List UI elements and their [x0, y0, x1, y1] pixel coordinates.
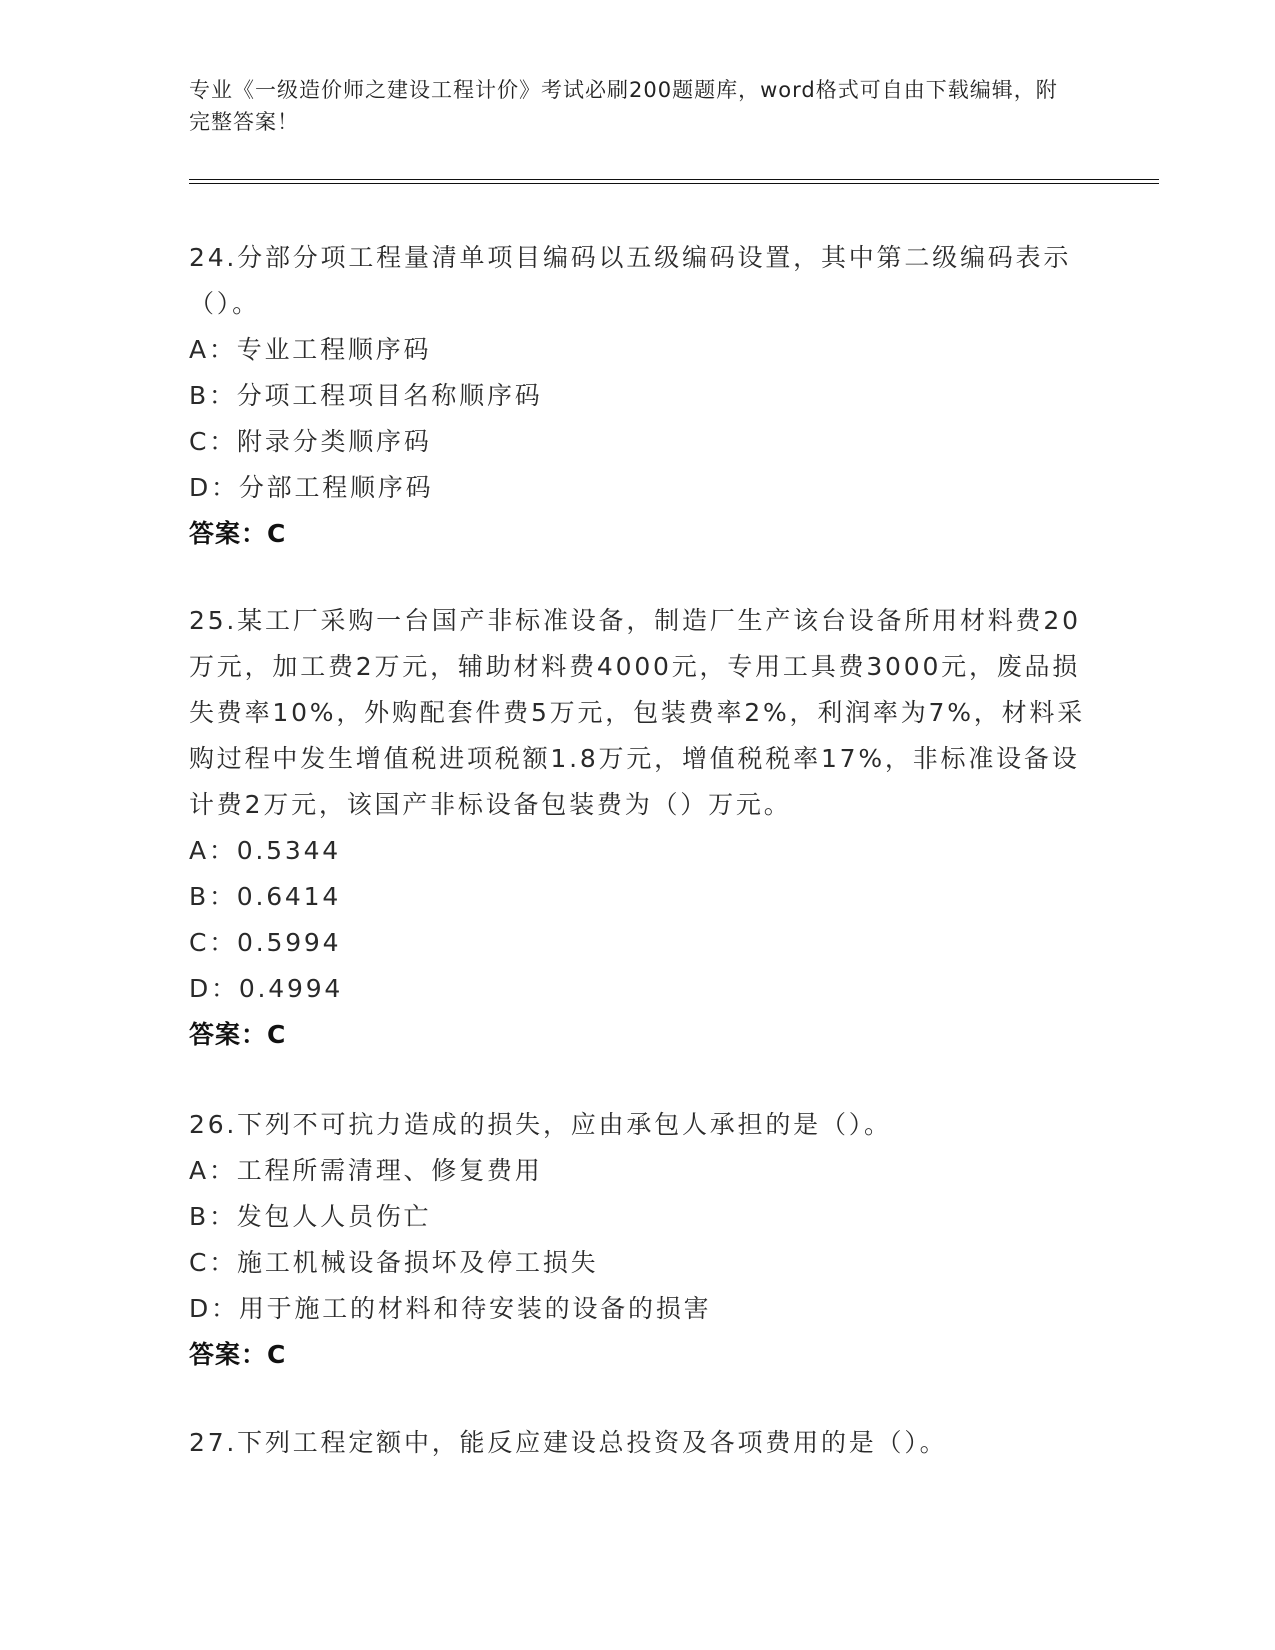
header-divider-top	[189, 179, 1159, 180]
answer: 答案：C	[189, 519, 287, 548]
header-divider-bottom	[189, 183, 1159, 184]
option-c: C：附录分类顺序码	[189, 427, 432, 456]
option-a: A：0.5344	[189, 836, 341, 865]
option-c: C：0.5994	[189, 928, 342, 957]
question-26	[189, 1102, 1099, 1378]
option-a: A：工程所需清理、修复费用	[189, 1156, 543, 1185]
question-27	[189, 1420, 1099, 1466]
option-b: B：发包人人员伤亡	[189, 1202, 432, 1231]
option-b: B：分项工程项目名称顺序码	[189, 381, 543, 410]
option-d: D：用于施工的材料和待安装的设备的损害	[189, 1294, 712, 1323]
option-d: D：分部工程顺序码	[189, 473, 434, 502]
question-stem: 25.某工厂采购一台国产非标准设备，制造厂生产该台设备所用材料费20万元，加工费2万元，辅助材料费4000元，专用工具费3000元，废品损失费率10%，外购配套件费5万元，包装费率2%，利润率为7%，材料采购过程中发生增值税进项税额1.8万元，增值税税率17%，非标准设备设计费2万元，该国产非标设备包装费为（）万元。	[189, 606, 1085, 819]
question-stem: 27.下列工程定额中，能反应建设总投资及各项费用的是（）。	[189, 1428, 948, 1457]
option-b: B：0.6414	[189, 882, 342, 911]
question-stem: 26.下列不可抗力造成的损失，应由承包人承担的是（）。	[189, 1110, 892, 1139]
answer: 答案：C	[189, 1340, 287, 1369]
question-25	[189, 598, 1099, 1058]
option-a: A：专业工程顺序码	[189, 335, 432, 364]
question-stem: 24.分部分项工程量清单项目编码以五级编码设置，其中第二级编码表示（）。	[189, 243, 1072, 318]
option-c: C：施工机械设备损坏及停工损失	[189, 1248, 599, 1277]
question-24	[189, 235, 1099, 557]
answer: 答案：C	[189, 1020, 287, 1049]
document-header: 专业《一级造价师之建设工程计价》考试必刷200题题库，word格式可自由下载编辑，附完整答案！	[189, 78, 1058, 134]
option-d: D：0.4994	[189, 974, 344, 1003]
